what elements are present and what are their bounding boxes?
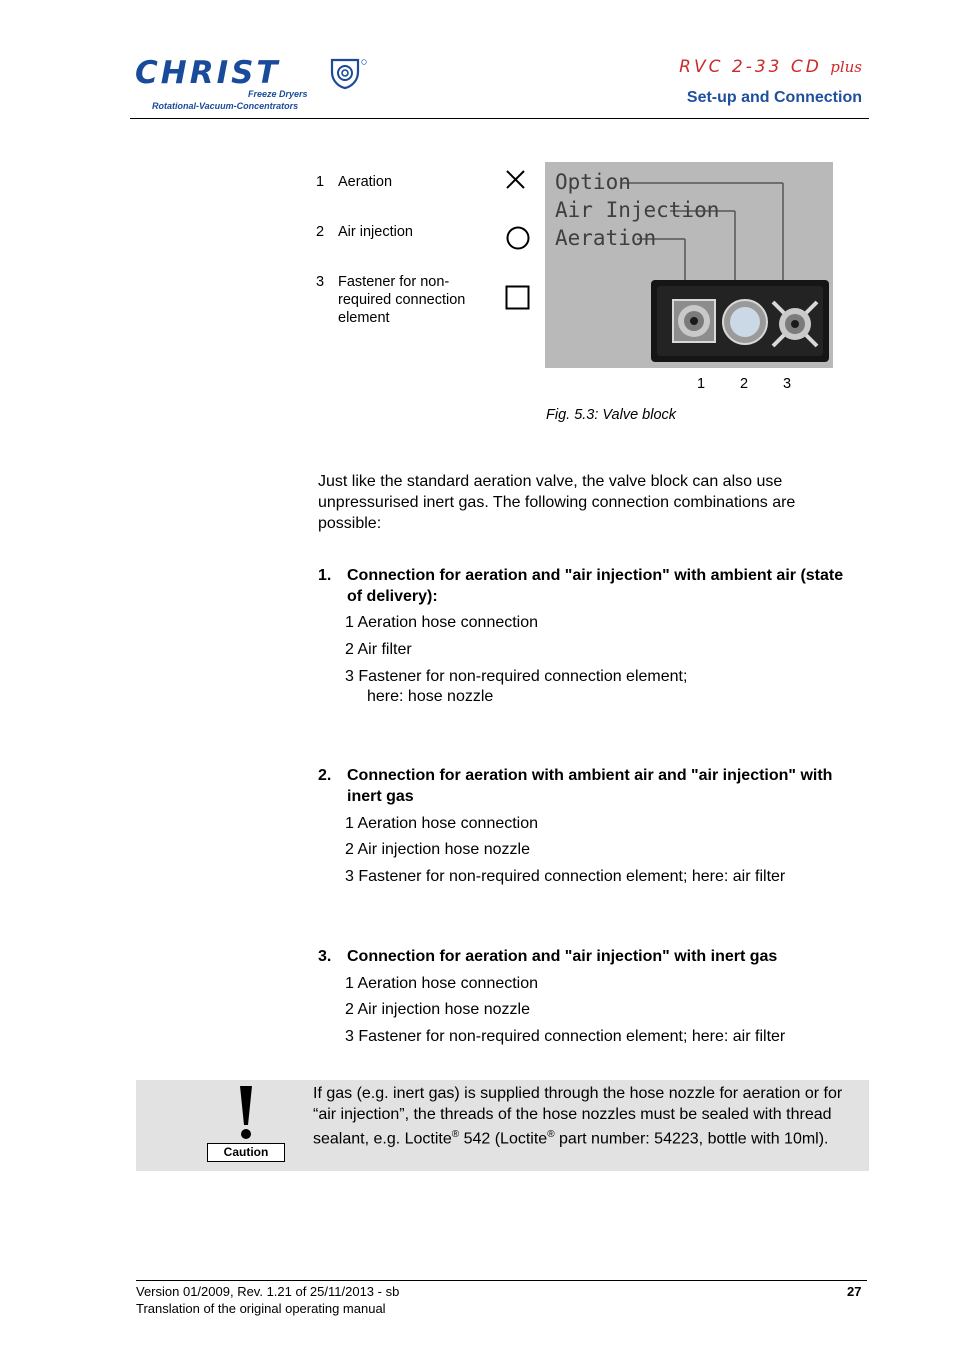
photo-label-aeration: Aeration — [555, 226, 657, 250]
photo-label-option: Option — [555, 170, 631, 194]
section-heading-1: 1. Connection for aeration and "air injection" with ambient air (state of delivery): — [318, 567, 844, 605]
legend-item-air-injection: 2 Air injection — [316, 224, 413, 240]
list-item-continuation: here: hose nozzle — [367, 688, 494, 705]
christ-shield-icon — [330, 58, 370, 90]
footer-divider — [136, 1280, 867, 1281]
figure-caption: Fig. 5.3: Valve block — [546, 407, 677, 423]
list-item: 1 Aeration hose connection — [345, 614, 539, 631]
header-divider — [130, 118, 869, 119]
list-item: 1 Aeration hose connection — [345, 815, 539, 832]
logo-subtitle-freeze-dryers: Freeze Dryers — [248, 89, 308, 99]
intro-paragraph: Just like the standard aeration valve, the valve block can also use unpressurised inert gas. The following connection combinations are possible: — [318, 473, 796, 532]
circle-icon — [505, 226, 531, 252]
section-heading-2: 2. Connection for aeration with ambient air and "air injection" with inert gas — [318, 767, 833, 805]
caution-text: If gas (e.g. inert gas) is supplied through the hose nozzle for aeration or for “air injection”, the threads of the hose nozzles must be sealed with thread sealant, e.g. Loctite® 542 (Loctite® part number: 54223, bottle with 10ml). — [313, 1085, 843, 1148]
list-item: 3 Fastener for non-required connection element; — [345, 668, 688, 685]
square-icon — [505, 285, 531, 311]
christ-logo-wordmark: CHRIST — [135, 55, 281, 91]
list-item: 2 Air injection hose nozzle — [345, 1001, 530, 1018]
legend-item-aeration: 1 Aeration — [316, 174, 393, 190]
photo-label-air-injection: Air Injection — [555, 198, 720, 222]
cross-icon — [505, 169, 527, 191]
list-item: 1 Aeration hose connection — [345, 975, 539, 992]
list-item: 2 Air injection hose nozzle — [345, 841, 530, 858]
footer-version: Version 01/2009, Rev. 1.21 of 25/11/2013 - sb — [136, 1284, 400, 1299]
list-item: 3 Fastener for non-required connection element; here: air filter — [345, 868, 786, 885]
figure-number-1: 1 — [697, 376, 706, 392]
list-item: 3 Fastener for non-required connection element; here: air filter — [345, 1028, 786, 1045]
section-heading-3: 3. Connection for aeration and "air injection" with inert gas — [318, 948, 778, 965]
page-number: 27 — [847, 1284, 862, 1299]
valve-block-photo — [545, 162, 833, 368]
product-suffix: plus — [830, 58, 862, 76]
legend-item-fastener: 3 Fastener for non- required connection element — [316, 274, 466, 326]
logo-subtitle-concentrators: Rotational-Vacuum-Concentrators — [152, 101, 299, 111]
product-name — [679, 57, 862, 77]
exclamation-icon — [235, 1085, 257, 1141]
figure-number-3: 3 — [783, 376, 792, 392]
footer-translation: Translation of the original operating manual — [136, 1301, 386, 1316]
caution-label: Caution — [207, 1143, 285, 1162]
figure-number-2: 2 — [740, 376, 749, 392]
section-title: Set-up and Connection — [686, 89, 862, 106]
product-model: RVC 2-33 CD — [679, 57, 822, 77]
list-item: 2 Air filter — [345, 641, 412, 658]
